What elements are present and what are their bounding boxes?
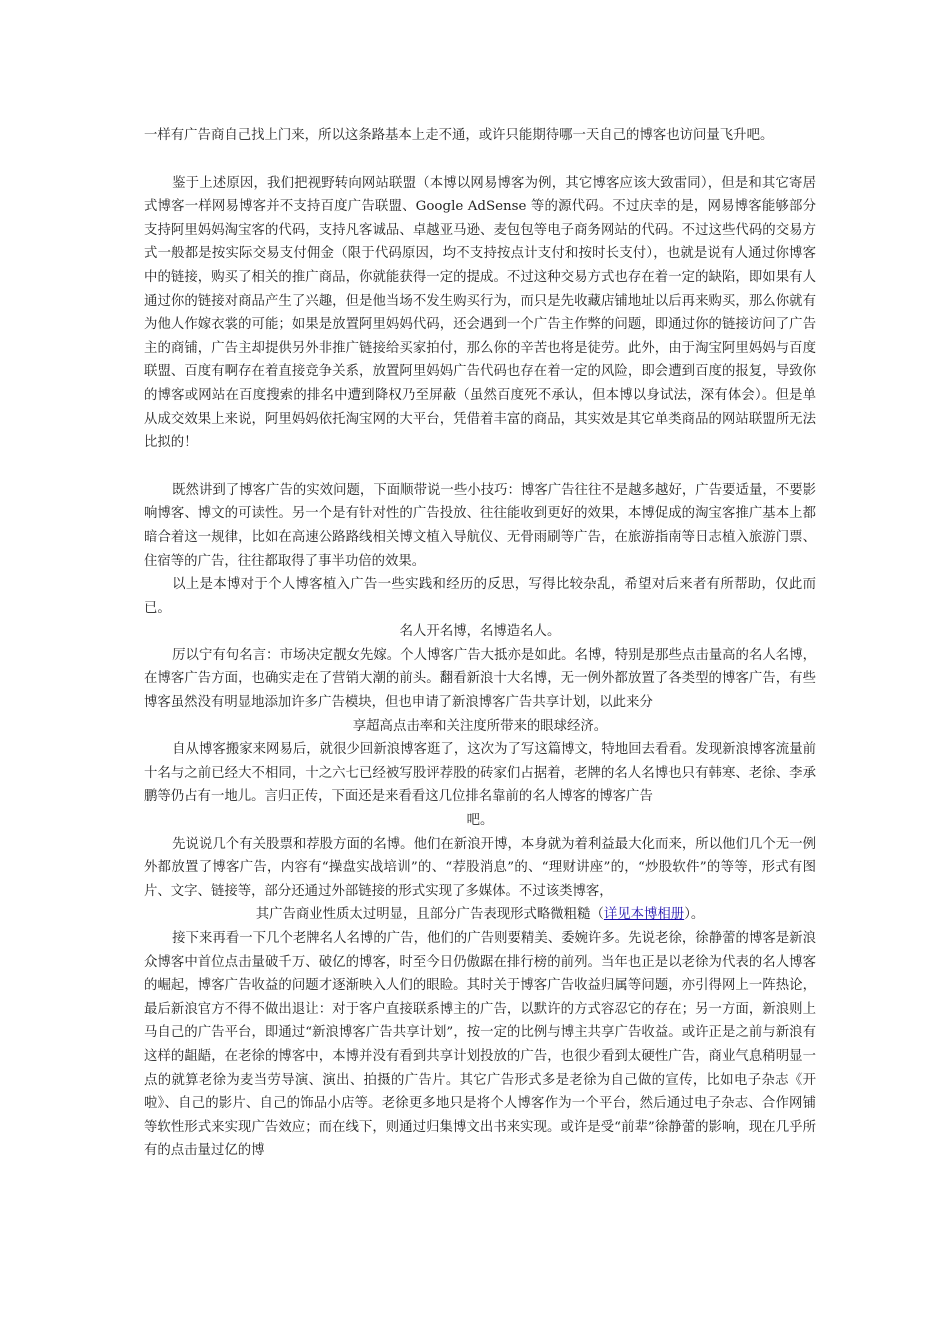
paragraph-reflection: 以上是本博对于个人博客植入广告一些实践和经历的反思，写得比较杂乱，希望对后来者有所帮助，仅此而已。 [144,577,816,616]
stock-blogs-tail-text: 其广告商业性质太过明显，且部分广告表现形式略微粗糙（ [255,907,604,923]
paragraph-sina-visit-text: 自从博客搬家来网易后，就很少回新浪博客逛了，这次为了写这篇博文，特地回去看看。发现新浪博客流量前十名与之前已经大不相同，十之六七已经被写股评荐股的砖家们占据着，老牌的名人名博也只有韩寒、老徐、李承鹏等仍占有一地儿。言归正传，下面还是来看看这几位排名靠前的名人博客的博客广告 [144,742,816,805]
paragraph-intro-tail: 一样有广告商自己找上门来，所以这条路基本上走不通，或许只能期待哪一天自己的博客也访问量飞升吧。 [144,128,774,143]
paragraph-ad-tips: 既然讲到了博客广告的实效问题，下面顺带说一些小技巧：博客广告往往不是越多越好，广告要适量，不要影响博客、博文的可读性。另一个是有针对性的广告投放、往往能收到更好的效果，本博促成的淘宝客推广基本上都暗合着这一规律，比如在高速公路路线相关博文植入导航仪、无骨雨刷等广告，在旅游指南等日志植入旅游门票、住宿等的广告，往往都取得了事半功倍的效果。 [144,482,816,569]
album-link[interactable]: 详见本博相册 [603,907,685,923]
paragraph-sina-visit-tail: 吧。 [466,813,494,829]
paragraph-famous-blogs-tail: 享超高点击率和关注度所带来的眼球经济。 [352,718,608,734]
paragraph-famous-blogs-text: 厉以宁有句名言：市场决定靓女先嫁。个人博客广告大抵亦是如此。名博，特别是那些点击量高的名人名博，在博客广告方面，也确实走在了营销大潮的前头。翻看新浪十大名博，无一例外都放置了各类型的博客广告，有些博客虽然没有明显地添加许多广告模块，但也申请了新浪博客广告共享计划，以此来分 [144,647,816,711]
stock-blogs-tail-close: ）。 [684,907,705,923]
paragraph-stock-blogs [144,833,816,904]
paragraph-celebrity-blogs: 接下来再看一下几个老牌名人名博的广告，他们的广告则要精美、委婉许多。先说老徐，徐静蕾的博客是新浪众博客中首位点击量破千万、破亿的博客，时至今日仍傲踞在排行榜的前列。当年也正是以老徐为代表的名人博客的崛起，博客广告收益的问题才逐渐映入人们的眼睑。其时关于博客广告收益归属等问题，亦引得网上一阵热论，最后新浪官方不得不做出退让：对于客户直接联系博主的广告，以默许的方式容忍它的存在；另一方面，新浪则上马自己的广告平台，即通过“新浪博客广告共享计划”，按一定的比例与博主共享广告收益。或许正是之前与新浪有这样的龃龉，在老徐的博客中，本博并没有看到共享计划投放的广告，也很少看到太硬性广告，商业气息稍明显一点的就算老徐为麦当劳导演、演出、拍摄的广告片。其它广告形式多是老徐为自己做的宣传，比如电子杂志《开啦》、自己的影片、自己的饰品小店等。老徐更多地只是将个人博客作为一个平台，然后通过电子杂志、合作网铺等软性形式来实现广告效应；而在线下，则通过归集博文出书来实现。或许是受“前辈”徐静蕾的影响，现在几乎所有的点击量过亿的博 [144,931,816,1159]
paragraph-famous-blogs [144,644,816,715]
document-body [144,124,816,1163]
section-heading: 名人开名博，名博造名人。 [399,624,561,640]
paragraph-website-affiliate: 鉴于上述原因，我们把视野转向网站联盟（本博以网易博客为例，其它博客应该大致雷同），但是和其它寄居式博客一样网易博客并不支持百度广告联盟、Google AdSense 等的源代码。不过庆幸的是，网易博客能够部分支持阿里妈妈淘宝客的代码，支持凡客诚品、卓越亚马逊、麦包包等电子商务网站的代码。不过这些代码的交易方式一般都是按实际交易支付佣金（限于代码原因，均不支持按点计支付和按时长支付），也就是说有人通过你博客中的链接，购买了相关的推广商品，你就能获得一定的提成。不过这种交易方式也存在着一定的缺陷，即如果有人通过你的链接对商品产生了兴趣，但是他当场不发生购买行为，而只是先收藏店铺地址以后再来购买，那么你就有为他人作嫁衣裳的可能；如果是放置阿里妈妈代码，还会遇到一个广告主作弊的问题，即通过你的链接访问了广告主的商铺，广告主却提供另外非推广链接给买家拍付，那么你的辛苦也将是徒劳。此外，由于淘宝阿里妈妈与百度联盟、百度有啊存在着直接竞争关系，放置阿里妈妈广告代码也存在着一定的风险，即会遭到百度的报复，导致你的博客或网站在百度搜索的排名中遭到降权乃至屏蔽（虽然百度死不承认，但本博以身试法，深有体会）。但是单从成交效果上来说，阿里妈妈依托淘宝网的大平台，凭借着丰富的商品，其实效是其它单类商品的网站联盟所无法比拟的！ [144,175,816,451]
paragraph-stock-blogs-text: 先说说几个有关股票和荐股方面的名博。他们在新浪开博，本身就为着利益最大化而来，所以他们几个无一例外都放置了博客广告，内容有“操盘实战培训”的、“荐股消息”的、“理财讲座”的，“炒股软件”的等等，形式有图片、文字、链接等，部分还通过外部链接的形式实现了多媒体。不过该类博客， [144,836,816,899]
paragraph-stock-blogs-tail [144,903,816,927]
paragraph-sina-visit [144,738,816,809]
